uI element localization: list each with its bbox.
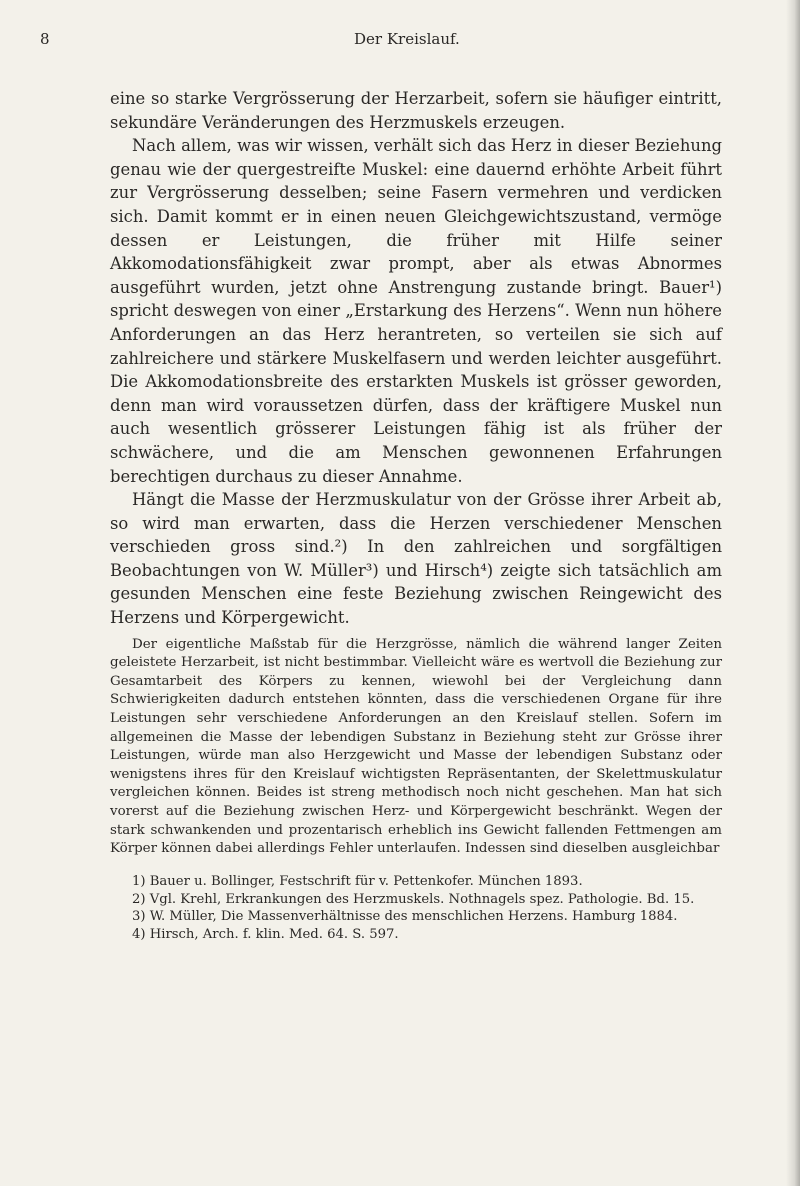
page-number: 8: [40, 30, 50, 48]
footnote-4: 4) Hirsch, Arch. f. klin. Med. 64. S. 597.: [132, 927, 399, 943]
footnote-3: 3) W. Müller, Die Massenverhältnisse des menschlichen Herzens. Hamburg 1884.: [132, 909, 678, 925]
main-text: [110, 87, 722, 630]
page-header: [0, 30, 800, 54]
paragraph-2: Nach allem, was wir wissen, verhält sich das Herz in dieser Beziehung genau wie der quergestreifte Muskel: eine dauernd erhöhte Arbeit führt zur Vergrösserung desselben; seine Fasern vermehren und verdicken sich. Damit kommt er in einen neuen Gleichgewichtszustand, vermöge dessen er Leistungen, die früher mit Hilfe seiner Akkomodationsfähigkeit zwar prompt, aber als etwas Abnormes ausgeführt wurden, jetzt ohne Anstrengung zustande bringt. Bauer¹) spricht deswegen von einer „Erstarkung des Herzens“. Wenn nun höhere Anforderungen an das Herz herantreten, so verteilen sie sich auf zahlreichere und stärkere Muskelfasern und werden leichter ausgeführt. Die Akkomodationsbreite des erstarkten Muskels ist grösser geworden, denn man wird voraussetzen dürfen, dass der kräftigere Muskel nun auch wesentlich grösserer Leistungen fähig ist als früher der schwächere, und die am Menschen gewonnenen Erfahrungen berechtigen durchaus zu dieser Annahme.: [110, 136, 722, 486]
paragraph-1: eine so starke Vergrösserung der Herzarbeit, sofern sie häufiger eintritt, sekundäre Veränderungen des Herzmuskels erzeugen.: [110, 89, 722, 132]
footnote-1: 1) Bauer u. Bollinger, Festschrift für v. Pettenkofer. München 1893.: [132, 873, 583, 889]
page-body: [110, 87, 722, 944]
paragraph-3: Hängt die Masse der Herzmuskulatur von der Grösse ihrer Arbeit ab, so wird man erwarten, dass die Herzen verschiedener Menschen verschieden gross sind.²) In den zahlreichen und sorgfältigen Beobachtungen von W. Müller³) und Hirsch⁴) zeigte sich tatsächlich am gesunden Menschen eine feste Beziehung zwischen Reingewicht des Herzens und Körpergewicht.: [110, 490, 722, 628]
small-print-section: [110, 636, 722, 859]
footnote-2: 2) Vgl. Krehl, Erkrankungen des Herzmuskels. Nothnagels spez. Pathologie. Bd. 15.: [132, 891, 695, 907]
footnotes: [110, 873, 722, 944]
page-edge-shadow: [786, 0, 800, 1186]
small-paragraph: Der eigentliche Maßstab für die Herzgrösse, nämlich die während langer Zeiten geleistete Herzarbeit, ist nicht bestimmbar. Vielleicht wäre es wertvoll die Beziehung zur Gesamtarbeit des Körpers zu kennen, wiewohl bei der Vergleichung dann Schwierigkeiten dadurch entstehen könnten, dass die verschiedenen Organe für ihre Leistungen sehr verschiedene Anforderungen an den Kreislauf stellen. Sofern im allgemeinen die Masse der lebendigen Substanz in Beziehung steht zur Grösse ihrer Leistungen, würde man also Herzgewicht und Masse der lebendigen Substanz oder wenigstens ihres für den Kreislauf wichtigsten Repräsentanten, der Skelettmuskulatur vergleichen können. Beides ist streng methodisch noch nicht geschehen. Man hat sich vorerst auf die Beziehung zwischen Herz- und Körpergewicht beschränkt. Wegen der stark schwankenden und prozentarisch erheblich ins Gewicht fallenden Fettmengen am Körper können dabei allerdings Fehler unterlaufen. Indessen sind dieselben ausgleichbar: [110, 636, 722, 857]
running-head: Der Kreislauf.: [354, 30, 460, 48]
